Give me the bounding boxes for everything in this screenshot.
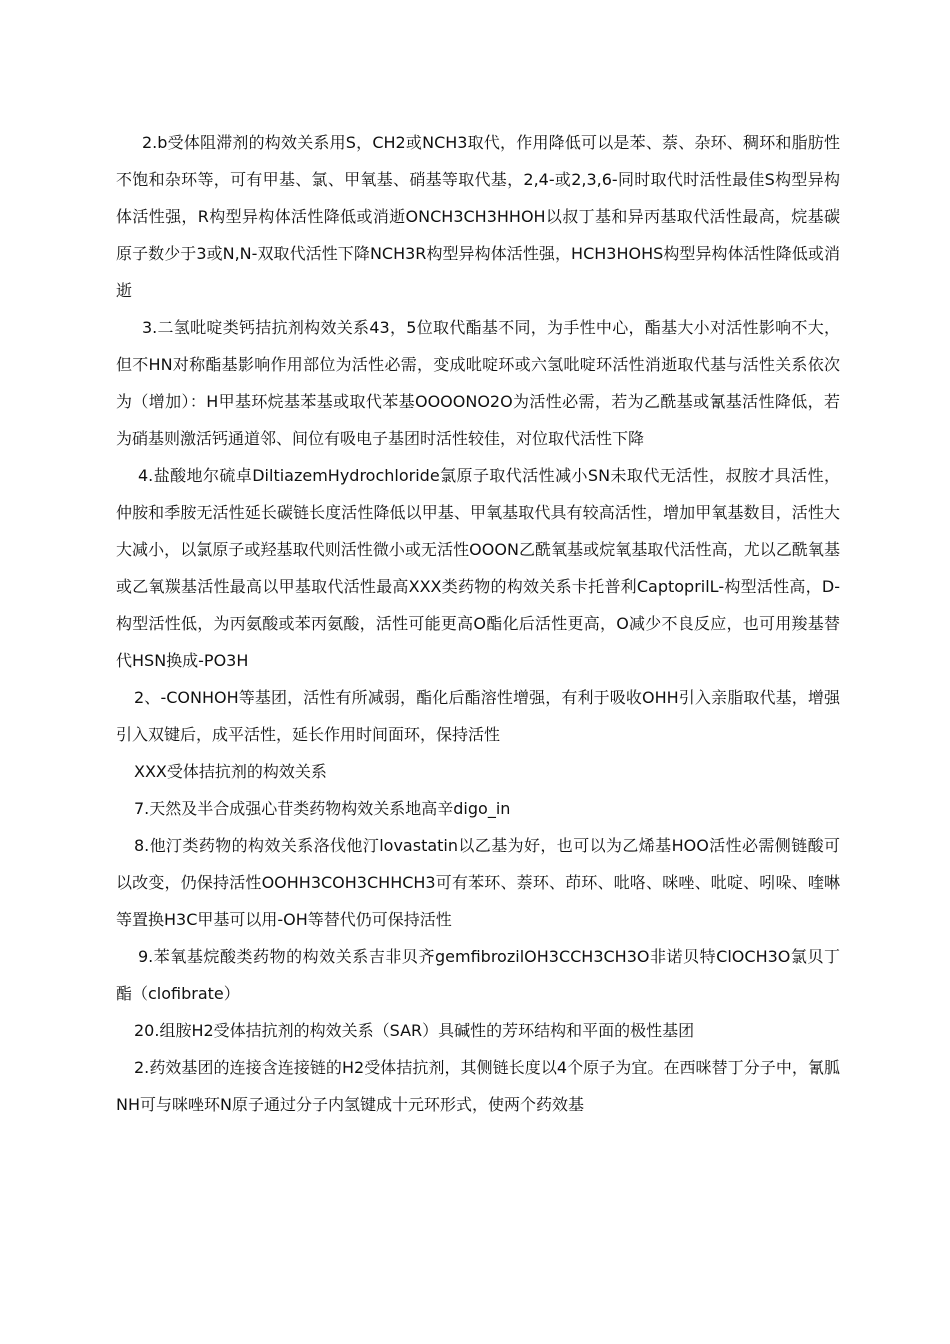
- paragraph-statin-sar: 8.他汀类药物的构效关系洛伐他汀lovastatin以乙基为好，也可以为乙烯基HOO活性必需侧链酸可以改变，仍保持活性OOHH3COH3CHHCH3可有苯环、萘环、茚环、吡咯、咪唑、吡啶、吲哚、喹啉等置换H3C甲基可以用-OH等替代仍可保持活性: [116, 836, 840, 929]
- paragraph-receptor-antagonist-heading: XXX受体拮抗剂的构效关系: [134, 762, 327, 781]
- paragraph-cardiac-glycoside-sar: 7.天然及半合成强心苷类药物构效关系地高辛digo_in: [134, 799, 511, 818]
- paragraph-beta-blocker-sar: 2.b受体阻滞剂的构效关系用S，CH2或NCH3取代，作用降低可以是苯、萘、杂环、稠环和脂肪性不饱和杂环等，可有甲基、氯、甲氧基、硝基等取代基，2,4-或2,3,6-同时取代时活性最佳S构型异构体活性强，R构型异构体活性降低或消逝ONCH3CH3HHOH以叔丁基和异丙基取代活性最高，烷基碳原子数少于3或N,N-双取代活性下降NCH3R构型异构体活性强，HCH3HOHS构型异构体活性降低或消逝: [116, 133, 840, 300]
- document-body: [116, 124, 840, 1123]
- paragraph-h2-antagonist-sar: 20.组胺H2受体拮抗剂的构效关系（SAR）具碱性的芳环结构和平面的极性基团: [134, 1021, 695, 1040]
- paragraph-conhoh-groups: 2、-CONHOH等基团，活性有所减弱，酯化后酯溶性增强，有利于吸收OHH引入亲脂取代基，增强引入双键后，成平活性，延长作用时间面环，保持活性: [116, 688, 840, 744]
- paragraph-dihydropyridine-sar: 3.二氢吡啶类钙拮抗剂构效关系43，5位取代酯基不同，为手性中心，酯基大小对活性影响不大，但不HN对称酯基影响作用部位为活性必需，变成吡啶环或六氢吡啶环活性消逝取代基与活性关系依次为（增加）：H甲基环烷基苯基或取代苯基OOOONO2O为活性必需，若为乙酰基或氰基活性降低，若为硝基则激活钙通道邻、间位有吸电子基团时活性较佳，对位取代活性下降: [116, 318, 840, 448]
- paragraph-diltiazem-sar: 4.盐酸地尔硫卓DiltiazemHydrochloride氯原子取代活性减小SN未取代无活性，叔胺才具活性，仲胺和季胺无活性延长碳链长度活性降低以甲基、甲氧基取代具有较高活性，增加甲氧基数目，活性大大减小，以氯原子或羟基取代则活性微小或无活性OOON乙酰氧基或烷氧基取代活性高，尤以乙酰氧基或乙氧羰基活性最高以甲基取代活性最高XXX类药物的构效关系卡托普利CaptoprilL-构型活性高，D-构型活性低，为丙氨酸或苯丙氨酸，活性可能更高O酯化后活性更高，O减少不良反应，也可用羧基替代HSN换成-PO3H: [116, 466, 840, 670]
- paragraph-pharmacophore-linkage: 2.药效基团的连接含连接链的H2受体拮抗剂，其侧链长度以4个原子为宜。在西咪替丁分子中，氰胍NH可与咪唑环N原子通过分子内氢键成十元环形式，使两个药效基: [116, 1058, 840, 1114]
- paragraph-fibrate-sar: 9.苯氧基烷酸类药物的构效关系吉非贝齐gemfibrozilOH3CCH3CH3O非诺贝特ClOCH3O氯贝丁酯（clofibrate）: [116, 947, 840, 1003]
